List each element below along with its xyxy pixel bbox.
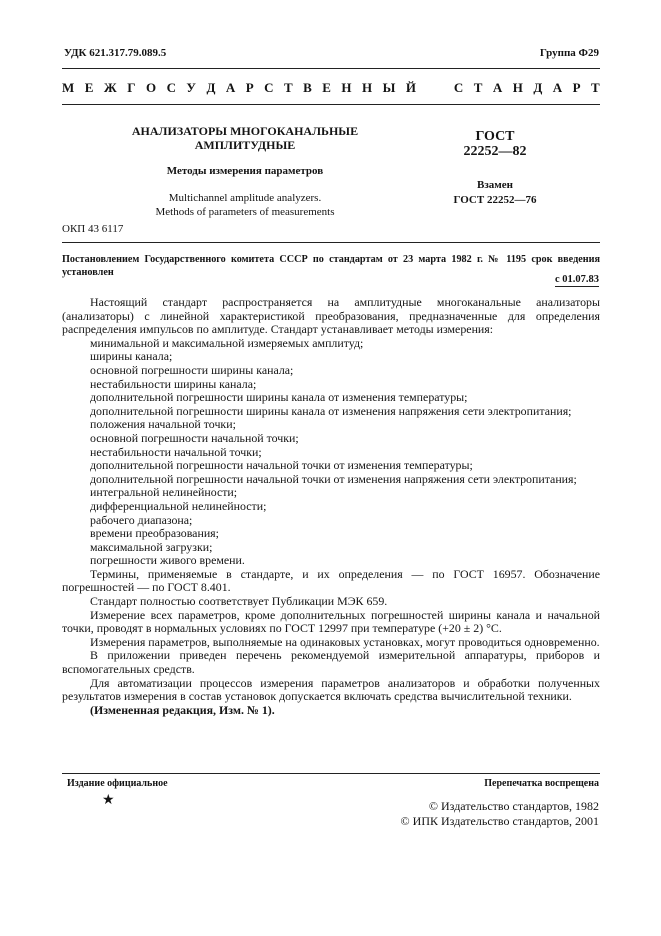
banner-letter: Т [591,80,600,95]
decree-text: Постановлением Государственного комитета СССР по стандартам от 23 марта 1982 г. № 1195 срок введения установлен [62,254,600,278]
list-item: положения начальной точки; [90,417,236,432]
list-item: основной погрешности начальной точки; [90,430,299,445]
reprint-notice: Перепечатка воспрещена [484,778,599,789]
banner-letter: Н [362,80,373,95]
banner-letter: М [62,80,75,95]
body-paragraph: Стандарт полностью соответствует Публикации МЭК 659. [90,594,388,609]
title-line-1: АНАЛИЗАТОРЫ МНОГОКАНАЛЬНЫЕ [131,124,359,138]
list-item: рабочего диапазона; [90,512,193,527]
banner-letter: Р [245,80,254,95]
banner-letter: Ы [382,80,396,95]
body-paragraph: Для автоматизации процессов измерения параметров анализаторов и обработки полученных результатов измерения в состав установок допускается включать средства вычислительной техники. [62,675,600,704]
footer-rule [62,773,600,774]
list-item: минимальной и максимальной измеряемых амплитуд; [90,335,364,350]
list-item: ширины канала; [90,349,173,364]
list-item: дифференциальной нелинейности; [90,498,267,513]
banner-letter: Н [341,80,352,95]
copyright-2001: © ИПК Издательство стандартов, 2001 [400,813,599,828]
copyright-1982: © Издательство стандартов, 1982 [428,799,599,813]
list-item: дополнительной погрешности ширины канала от изменения температуры; [90,390,468,405]
okp-code: ОКП 43 6117 [62,223,124,235]
measurement-list [62,337,600,568]
banner-letter: Й [405,80,416,95]
body-paragraph: Измерения параметров, выполняемые на одинаковых установках, могут проводиться одновременно. [90,634,600,649]
official-edition: Издание официальное [67,778,168,789]
banner-gap [440,80,443,96]
banner-letter: А [225,80,236,95]
replaces-label: Взамен [477,179,513,191]
banner-letter: Н [512,80,523,95]
banner-letter: Д [533,80,543,95]
banner-letter: Т [473,80,483,95]
banner-letter: В [303,80,312,95]
banner-letter: Ж [103,80,117,95]
copyright-block [401,799,599,828]
subtitle: Методы измерения параметров [166,165,324,177]
list-item: максимальной загрузки; [90,539,213,554]
english-title-line-2: Methods of parameters of measurements [155,206,335,218]
intro-paragraph: Настоящий стандарт распространяется на амплитудные многоканальные анализаторы (анализаторы) с линейной характеристикой преобразования, предназначенные для определения распределения импульсов по амплитуде. Стандарт устанавливает методы измерения: [62,295,600,337]
body-paragraphs [62,568,600,704]
banner-gap [426,80,429,96]
list-item: основной погрешности ширины канала; [90,362,294,377]
banner-rule [62,104,600,105]
banner-letter: Е [322,80,331,95]
effective-date: с 01.07.83 [554,274,599,285]
banner-letter: А [492,80,503,95]
gost-number: 22252—82 [463,144,527,159]
banner-letter: А [552,80,563,95]
banner-letter: С [453,80,464,95]
gost-label: ГОСТ [475,129,515,144]
list-item: интегральной нелинейности; [90,485,238,500]
okp-rule [62,242,600,243]
udk-code: УДК 621.317.79.089.5 [64,47,167,59]
list-item: дополнительной погрешности начальной точки от изменения температуры; [90,458,473,473]
banner-letter: Д [206,80,216,95]
english-title [100,191,390,219]
body-paragraph: Термины, применяемые в стандарте, и их определения — по ГОСТ 16957. Обозначение погрешностей — по ГОСТ 8.401. [62,566,600,595]
list-item: времени преобразования; [90,526,219,541]
replaces-block [430,178,560,208]
banner-letter: О [145,80,157,95]
gost-designation [430,129,560,208]
title-line-2: АМПЛИТУДНЫЕ [194,138,296,152]
replaces-number: ГОСТ 22252—76 [453,194,537,206]
list-item: дополнительной погрешности начальной точки от изменения напряжения сети электропитания; [90,471,577,486]
interstate-standard-banner [62,80,600,96]
list-item: дополнительной погрешности ширины канала от изменения напряжения сети электропитания; [90,403,572,418]
star-icon: ★ [102,793,115,808]
group-code: Группа Ф29 [539,47,599,59]
english-title-line-1: Multichannel amplitude analyzers. [168,192,322,204]
list-item: погрешности живого времени. [90,553,245,568]
banner-letter: С [264,80,274,95]
banner-letter: Т [284,80,293,95]
top-rule [62,68,600,69]
body-paragraph: Измерение всех параметров, кроме дополнительных погрешностей ширины канала и начальной точки, проводят в нормальных условиях по ГОСТ 12997 при температуре (+20 ± 2) °С. [62,607,600,636]
banner-letter: У [186,80,196,95]
document-body [62,296,600,717]
banner-letter: Р [572,80,581,95]
title-block [100,124,390,219]
list-item: нестабильности ширины канала; [90,376,257,391]
banner-letter: С [166,80,176,95]
list-item: нестабильности начальной точки; [90,444,262,459]
body-paragraph: В приложении приведен перечень рекомендуемой измерительной аппаратуры, приборов и вспомогательных средств. [62,648,600,677]
banner-letter: Г [127,80,136,95]
banner-letter: Е [84,80,94,95]
amendment-note: (Измененная редакция, Изм. № 1). [90,702,275,717]
